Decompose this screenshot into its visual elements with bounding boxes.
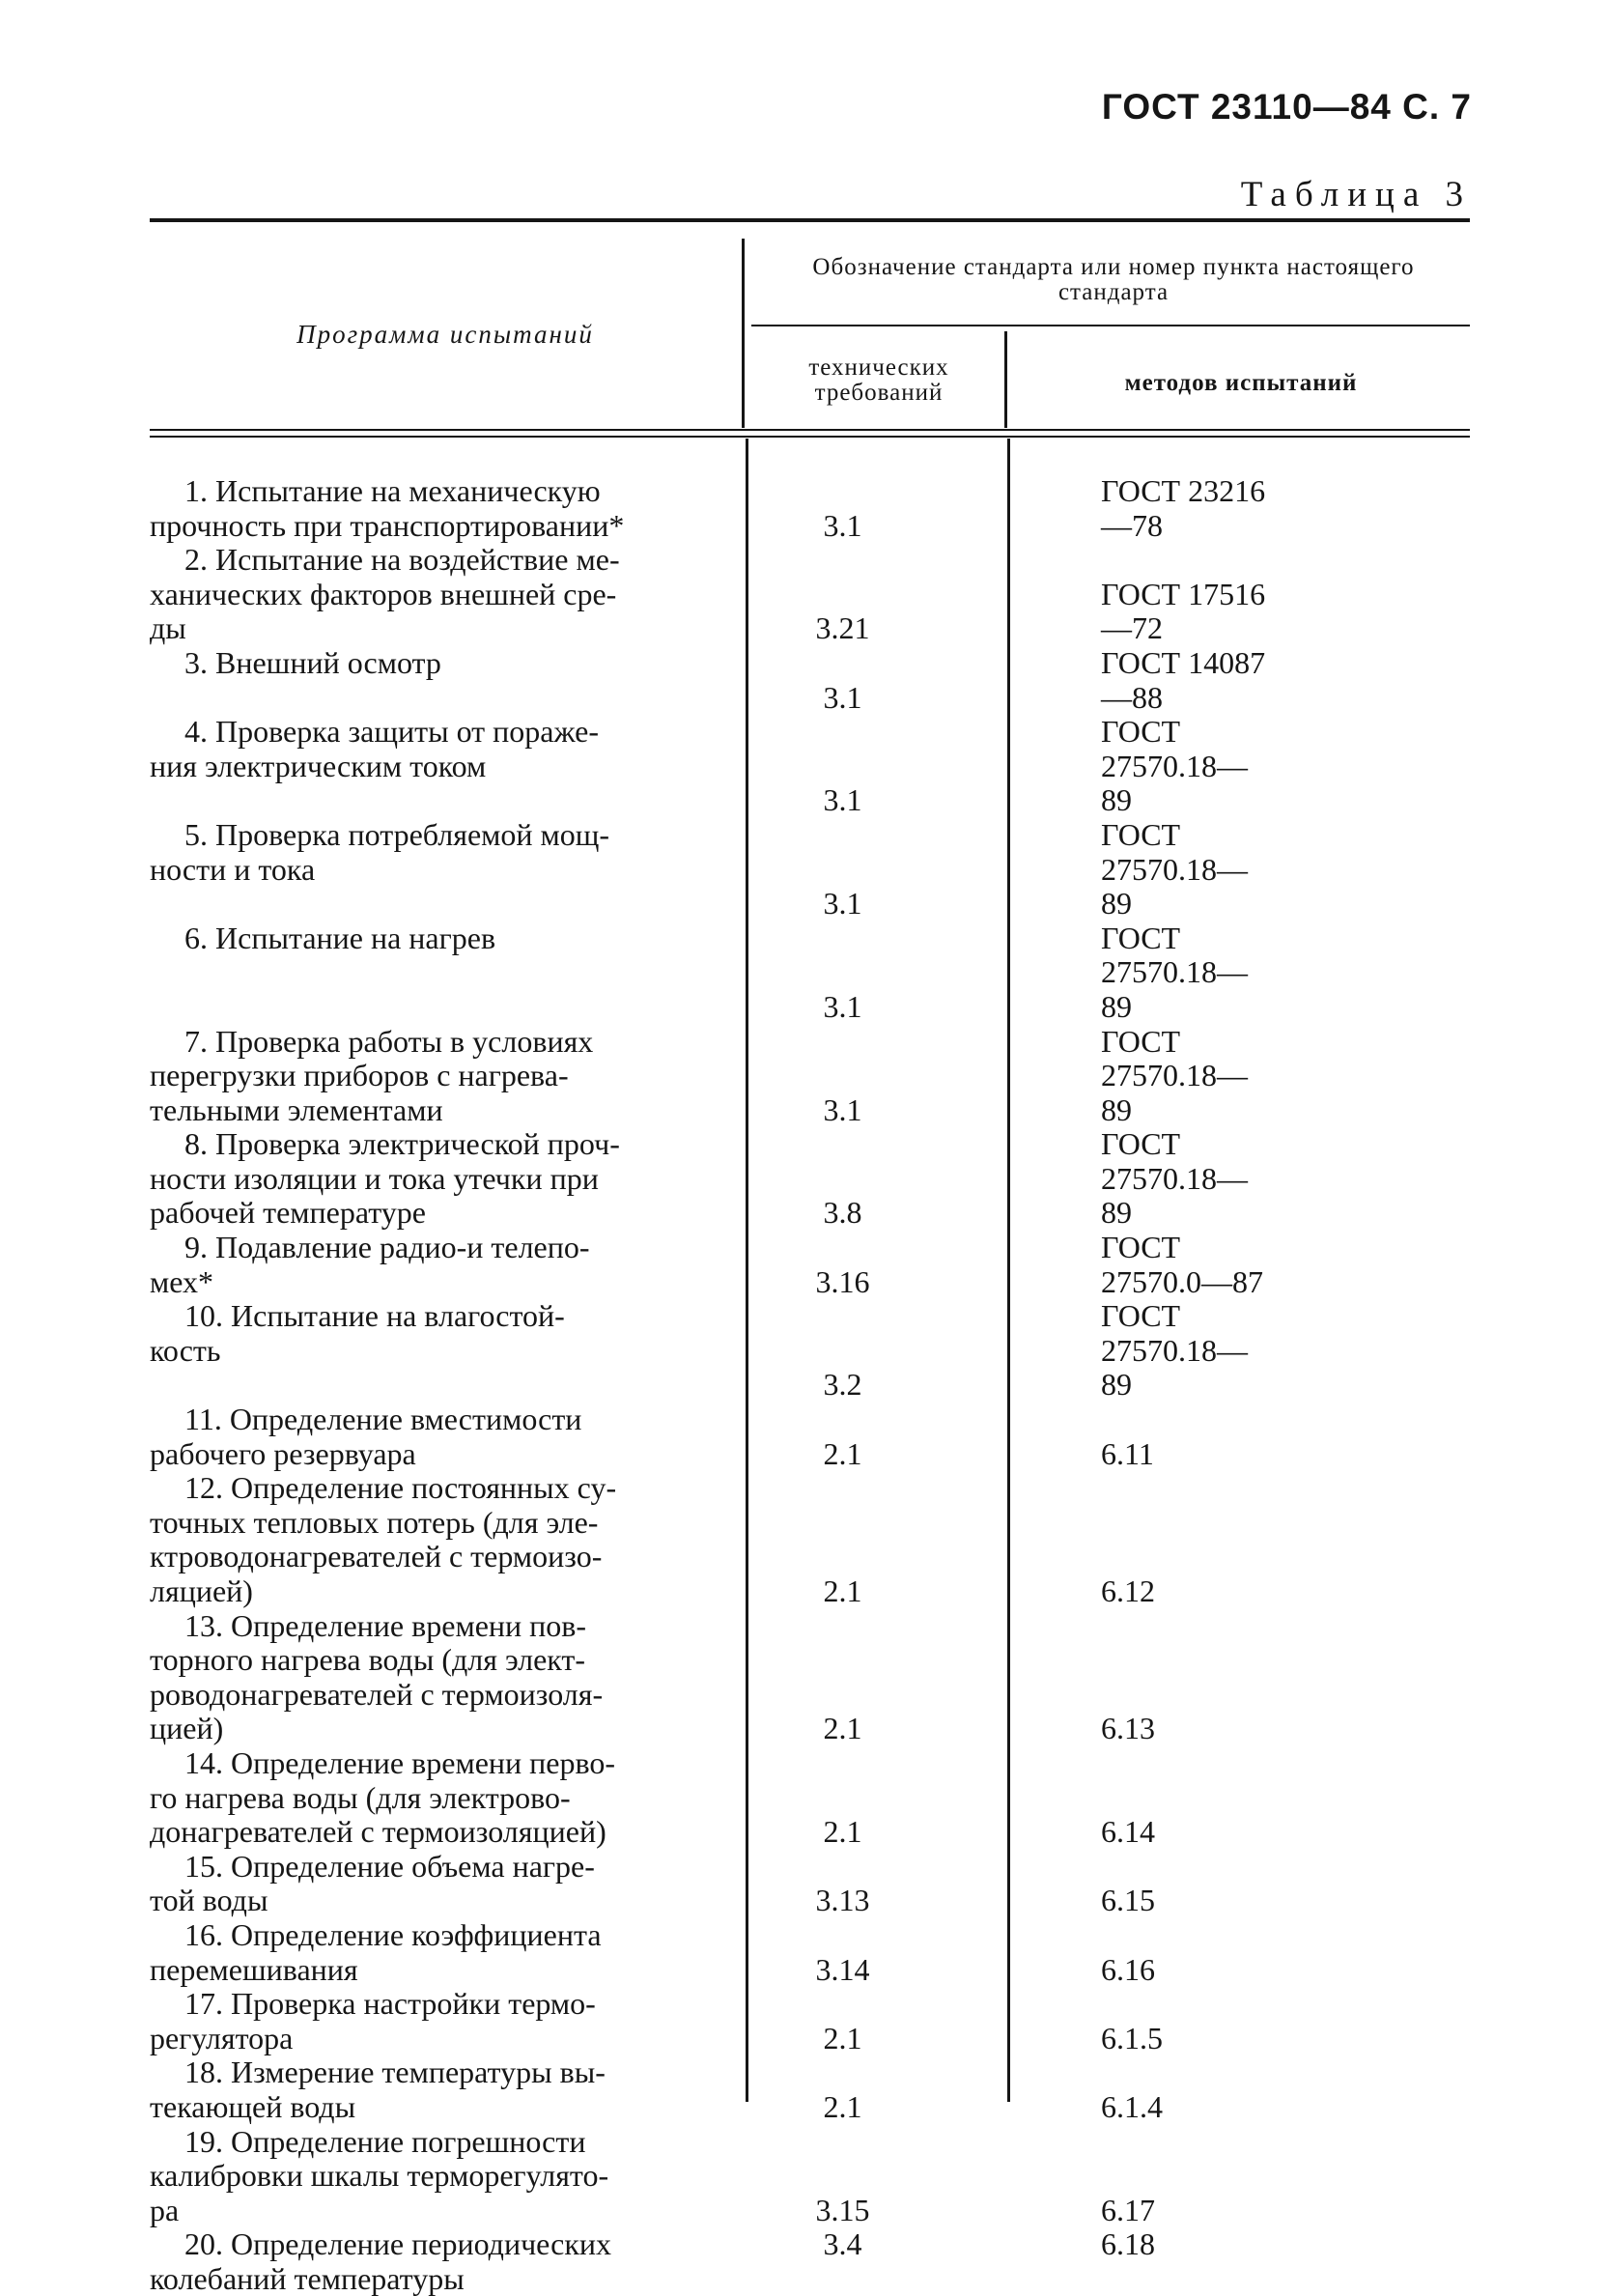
program-cell [150,1299,710,1403]
program-line: перемешивания [150,1951,358,1987]
table-body [0,474,1607,2296]
program-cell [150,1127,710,1231]
program-line: ности и тока [150,851,316,887]
row-margin [0,1987,150,2055]
program-line: мех* [150,1263,214,1299]
test-methods-cell: ГОСТ 14087—88 [1101,644,1266,715]
table-caption: Таблица 3 [1240,175,1472,214]
program-line: колебаний температуры [150,2260,465,2296]
program-cell [150,2125,710,2228]
program-cell [150,715,710,818]
program-cell [150,818,710,921]
program-line: ра [150,2192,180,2227]
program-cell [150,1231,710,1299]
program-line: рабочей температуре [150,1195,426,1231]
test-methods-cell: ГОСТ 27570.18—89 [1101,1023,1248,1127]
tech-requirements-cell: 3.8 [823,1195,862,1231]
table-row [0,646,1607,715]
program-line: тельными элементами [150,1091,443,1127]
table-row [0,1850,1607,1918]
row-margin [0,818,150,921]
program-cell [150,1850,710,1918]
table-top-rule [150,218,1470,222]
table-row [0,1231,1607,1299]
program-cell [150,1987,710,2055]
test-methods-cell: ГОСТ 27570.18—89 [1101,1126,1248,1231]
program-line: 2. Испытание на воздействие ме- [184,542,620,578]
program-line: 13. Определение времени пов- [184,1607,587,1643]
program-line: точных тепловых потерь (для эле- [150,1504,599,1540]
test-methods-cell: ГОСТ 17516—72 [1101,576,1266,646]
row-margin [0,1850,150,1918]
row-margin [0,1025,150,1128]
tech-requirements-cell: 3.1 [823,507,862,543]
tech-requirements-cell: 3.1 [823,886,862,921]
tech-requirements-cell: 3.4 [823,2226,862,2262]
program-line: ктроводонагревателей с термоизо- [150,1539,603,1574]
test-methods-cell: ГОСТ 27570.18—89 [1101,920,1248,1024]
table-header-rule-1 [150,429,1470,431]
program-cell [150,543,710,646]
program-line: 6. Испытание на нагрев [184,920,496,955]
program-line: перегрузки приборов с нагрева- [150,1058,569,1093]
row-margin [0,543,150,646]
program-line: калибровки шкалы терморегулято- [150,2158,609,2194]
program-cell [150,646,710,715]
table-row [0,1471,1607,1608]
program-cell [150,474,710,543]
program-line: 12. Определение постоянных су- [184,1470,617,1506]
column-divider-2 [1004,331,1007,428]
table-row [0,921,1607,1025]
tech-requirements-cell: 3.1 [823,782,862,818]
tech-requirements-cell: 2.1 [823,2020,862,2055]
tech-requirements-cell: 2.1 [823,1711,862,1746]
table-row [0,474,1607,543]
test-methods-cell: ГОСТ 27570.18—89 [1101,816,1248,921]
row-margin [0,646,150,715]
row-margin [0,2055,150,2124]
program-cell [150,1471,710,1608]
program-line: 19. Определение погрешности [184,2123,586,2159]
column-divider-1 [742,239,745,428]
page-header: ГОСТ 23110—84 С. 7 [1101,87,1472,127]
tech-requirements-cell: 2.1 [823,1435,862,1471]
program-cell [150,921,710,1025]
test-methods-cell: 6.17 [1101,2192,1155,2227]
tech-requirements-cell: 3.1 [823,988,862,1024]
tech-requirements-cell: 3.21 [815,610,870,646]
program-cell [150,1403,710,1471]
program-line: 10. Испытание на влагостой- [184,1298,565,1334]
row-margin [0,715,150,818]
table-row [0,2055,1607,2124]
table-row [0,1609,1607,1746]
tech-requirements-cell: 3.14 [815,1951,870,1987]
row-margin [0,1403,150,1471]
row-margin [0,474,150,543]
table-row [0,1918,1607,1987]
test-methods-cell: 6.1.5 [1101,2020,1163,2055]
program-line: кость [150,1332,221,1368]
row-margin [0,2125,150,2228]
tech-requirements-cell: 3.15 [815,2192,870,2227]
program-cell [150,2055,710,2124]
program-cell [150,1025,710,1128]
row-margin [0,921,150,1025]
test-methods-cell: ГОСТ 23216—78 [1101,473,1266,543]
program-line: 1. Испытание на механическую [184,473,601,508]
program-line: той воды [150,1883,268,1918]
tech-requirements-cell: 3.16 [815,1263,870,1299]
program-line: прочность при транспортировании* [150,507,625,543]
row-margin [0,1127,150,1231]
program-line: го нагрева воды (для электрово- [150,1779,571,1815]
program-line: регулятора [150,2020,294,2055]
program-line: 18. Измерение температуры вы- [184,2055,606,2090]
test-methods-cell: 6.15 [1101,1883,1155,1918]
test-methods-cell: 6.14 [1101,1814,1155,1850]
tech-requirements-cell: 2.1 [823,1814,862,1850]
program-line: 3. Внешний осмотр [184,644,441,680]
header-standard-group: Обозначение стандарта или номер пункта настоящего стандарта [812,254,1415,305]
program-line: 8. Проверка электрической проч- [184,1126,620,1162]
tech-requirements-cell: 2.1 [823,2088,862,2124]
test-methods-cell: ГОСТ 27570.18—89 [1101,714,1248,818]
program-line: 11. Определение вместимости [184,1402,582,1437]
table-row [0,1403,1607,1471]
program-line: ности изоляции и тока утечки при [150,1160,599,1196]
row-margin [0,1231,150,1299]
table-row [0,715,1607,818]
program-cell [150,1609,710,1746]
program-line: 15. Определение объема нагре- [184,1848,595,1884]
tech-requirements-cell: 3.2 [823,1367,862,1403]
test-methods-cell: ГОСТ 27570.0—87 [1101,1230,1263,1299]
program-line: торного нагрева воды (для элект- [150,1642,586,1678]
program-line: ния электрическим током [150,748,487,783]
table-row [0,1299,1607,1403]
header-test-methods: методов испытаний [1124,370,1358,396]
program-cell [150,1918,710,1987]
program-line: роводонагревателей с термоизоля- [150,1676,604,1712]
tech-requirements-cell: 3.1 [823,679,862,715]
tech-requirements-cell: 3.13 [815,1883,870,1918]
header-tech-requirements: технических требований [808,354,949,406]
row-margin [0,1471,150,1608]
test-methods-cell: ГОСТ 27570.18—89 [1101,1298,1248,1403]
program-line: 14. Определение времени перво- [184,1744,616,1780]
program-line: ляцией) [150,1573,253,1608]
table-row [0,1025,1607,1128]
program-line: 4. Проверка защиты от пораже- [184,714,600,750]
program-line: 20. Определение периодических [184,2226,612,2262]
test-methods-cell: 6.12 [1101,1573,1155,1608]
test-methods-cell: 6.11 [1101,1435,1154,1471]
row-margin [0,1299,150,1403]
test-methods-cell: 6.18 [1101,2226,1155,2262]
group-header-rule [751,325,1470,326]
header-program: Программа испытаний [296,320,594,349]
table-row [0,818,1607,921]
table-row [0,1127,1607,1231]
table-row [0,1987,1607,2055]
program-cell [150,1746,710,1850]
test-methods-cell: 6.1.4 [1101,2088,1163,2124]
row-margin [0,1609,150,1746]
program-line: донагревателей с термоизоляцией) [150,1814,606,1850]
program-line: рабочего резервуара [150,1435,416,1471]
tech-requirements-cell: 3.1 [823,1091,862,1127]
program-line: ханических факторов внешней сре- [150,576,617,611]
program-line: 5. Проверка потребляемой мощ- [184,816,610,852]
row-margin [0,1746,150,1850]
program-line: ды [150,610,186,646]
table-row [0,2125,1607,2228]
row-margin [0,1918,150,1987]
program-line: цией) [150,1711,224,1746]
program-line: 7. Проверка работы в условиях [184,1023,594,1059]
tech-requirements-cell: 2.1 [823,1573,862,1608]
program-line: 16. Определение коэффициента [184,1916,602,1952]
test-methods-cell: 6.13 [1101,1711,1155,1746]
program-line: 9. Подавление радио-и телепо- [184,1230,590,1265]
program-line: текающей воды [150,2088,356,2124]
table-row [0,1746,1607,1850]
table-row [0,543,1607,646]
test-methods-cell: 6.16 [1101,1951,1155,1987]
program-line: 17. Проверка настройки термо- [184,1986,596,2022]
table-header-rule-2 [150,436,1470,438]
